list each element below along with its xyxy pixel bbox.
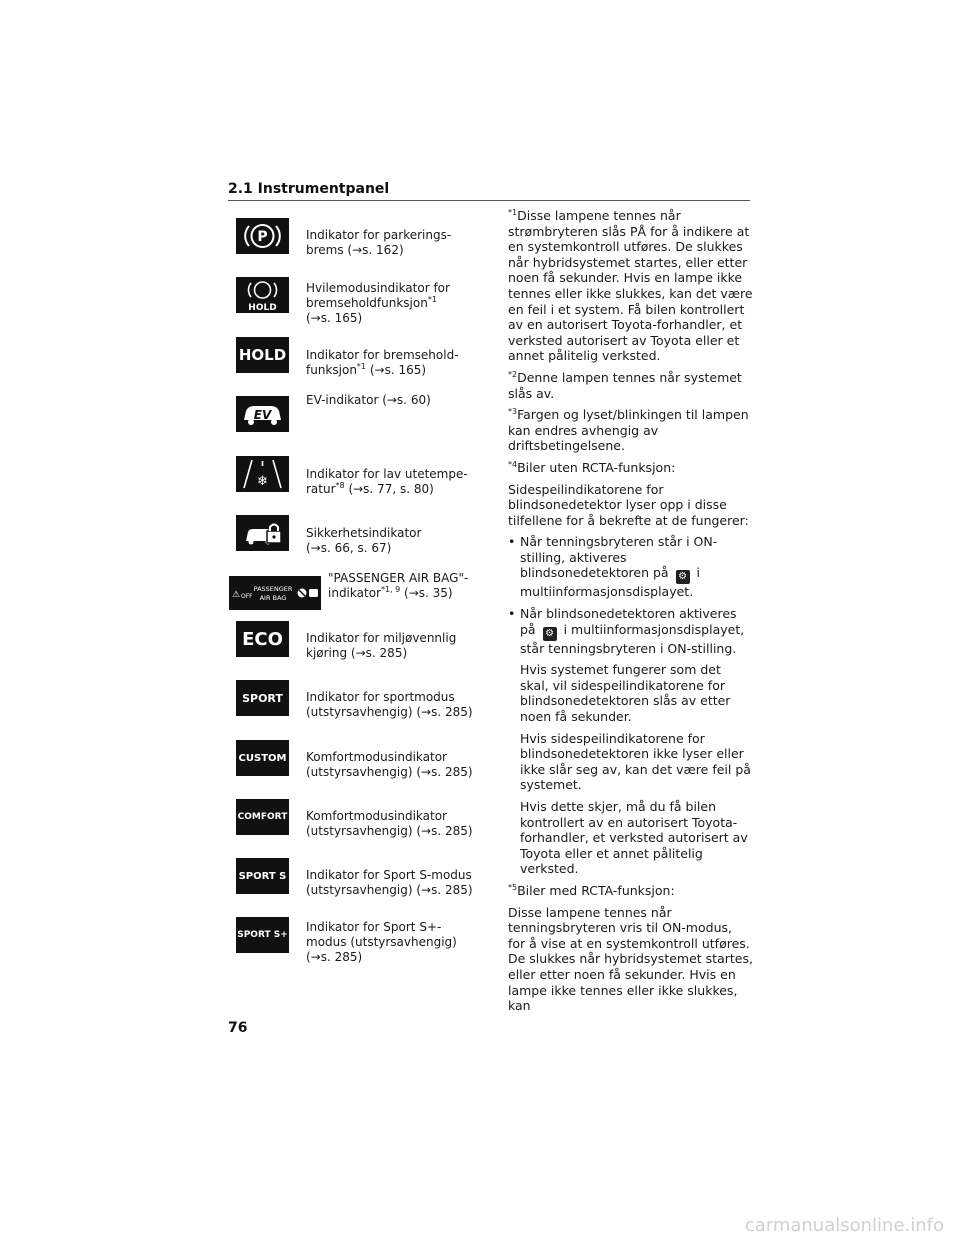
comfort-icon: COMFORT: [236, 799, 289, 835]
brake-hold-standby-icon: [236, 277, 289, 313]
sport-desc: Indikator for sportmodus (utstyrsavhengig) (→s. 285): [306, 690, 473, 719]
passenger-airbag-icon: [229, 576, 321, 610]
footnote-5: $^{*5}$Biler med RCTA-funksjon:: [508, 882, 675, 898]
page-number: 76: [228, 1020, 248, 1036]
svg-text:HOLD: HOLD: [248, 303, 277, 313]
svg-text:❄: ❄: [257, 474, 268, 489]
svg-text:OFF: OFF: [241, 593, 253, 600]
footnote-4: $^{*4}$Biler uten RCTA-funksjon:: [508, 459, 676, 475]
section-header: [228, 178, 750, 201]
bullet-item: • Når tenningsbryteren står i ON-stilling, aktiveres blindsonedetektoren på ⚙ i multiinformasjonsdisplayet.: [508, 534, 718, 600]
brake-hold-standby-desc: Hvilemodusindikator for bremseholdfunksjon$^{*1}$ (→s. 165): [306, 281, 450, 325]
parking-brake-desc: Indikator for parkerings- brems (→s. 162): [306, 228, 452, 257]
security-desc: Sikkerhetsindikator (→s. 66, s. 67): [306, 526, 422, 555]
parking-brake-icon: [236, 218, 289, 254]
ev-icon: [236, 396, 289, 432]
footnote-5-paragraph: Disse lampene tennes når tenningsbryteren vris til ON-modus, for å vise at en systemkontroll utføres. De slukkes når hybridsystemet startes, eller etter noen få sekunder. Hvis en lampe ikke tennes eller ikke slukkes, kan: [508, 904, 753, 1014]
footnote-2: $^{*2}$Denne lampen tennes når systemet slås av.: [508, 369, 742, 401]
bullet-paragraph: Hvis sidespeilindikatorene for blindsonedetektoren ikke lyser eller ikke slår seg av, kan det være feil på systemet.: [520, 730, 751, 793]
sport-s-plus-desc: Indikator for Sport S+- modus (utstyrsavhengig) (→s. 285): [306, 920, 457, 964]
sport-s-icon: SPORT S: [236, 858, 289, 894]
settings-icon: ⚙: [676, 570, 690, 584]
bullet-paragraph: Hvis systemet fungerer som det skal, vil sidespeilindikatorene for blindsonedetektoren slås av etter noen få sekunder.: [520, 662, 731, 725]
footnote-1: $^{*1}$Disse lampene tennes når strømbryteren slås PÅ for å indikere at en systemkontroll utføres. De slukkes når hybridsystemet startes, eller etter noen få sekunder. Hvis en lampe ikke tennes eller ikke slukkes, kan det være en feil i et system. Få bilen kontrollert av en autorisert Toyota-forhandler, et verksted autorisert av Toyota eller et annet pålitelig verksted.: [508, 207, 753, 364]
low-temperature-icon: [236, 456, 289, 492]
security-icon: [236, 515, 289, 551]
brake-hold-icon: HOLD: [236, 337, 289, 373]
footnote-4-paragraph: Sidespeilindikatorene for blindsonedetektor lyser opp i disse tilfellene for å bekrefte at de fungerer:: [508, 481, 749, 528]
comfort-desc: Komfortmodusindikator (utstyrsavhengig) (→s. 285): [306, 809, 473, 838]
bullet-item: • Når blindsonedetektoren aktiveres på ⚙ i multiinformasjonsdisplayet, står tenningsbryteren i ON-stilling.: [508, 606, 745, 656]
svg-text:EV: EV: [253, 408, 272, 422]
ev-desc: EV-indikator (→s. 60): [306, 393, 431, 407]
svg-text:PASSENGER: PASSENGER: [253, 585, 293, 593]
brake-hold-desc: Indikator for bremsehold- funksjon$^{*1}$ (→s. 165): [306, 348, 459, 377]
footnotes-column: [508, 208, 753, 1020]
bullet-paragraph: Hvis dette skjer, må du få bilen kontrollert av en autorisert Toyota-forhandler, et verksted autorisert av Toyota eller et annet pålitelig verksted.: [520, 799, 748, 877]
section-title: 2.1 Instrumentpanel: [228, 181, 390, 197]
passenger-airbag-desc: "PASSENGER AIR BAG"- indikator$^{*1, 9}$ (→s. 35): [328, 571, 469, 600]
svg-text:P: P: [257, 229, 268, 245]
eco-icon: ECO: [236, 621, 289, 657]
svg-text:⚠: ⚠: [232, 590, 241, 600]
watermark: carmanualsonline.info: [744, 1215, 944, 1236]
sport-icon: SPORT: [236, 680, 289, 716]
custom-desc: Komfortmodusindikator (utstyrsavhengig) (→s. 285): [306, 750, 473, 779]
settings-icon: ⚙: [543, 627, 557, 641]
sport-s-desc: Indikator for Sport S-modus (utstyrsavhengig) (→s. 285): [306, 868, 473, 897]
footnote-3: $^{*3}$Fargen og lyset/blinkingen til lampen kan endres avhengig av driftsbetingelsene.: [508, 406, 749, 454]
sport-s-plus-icon: SPORT S+: [236, 917, 289, 953]
svg-text:AIR BAG: AIR BAG: [259, 594, 287, 602]
eco-desc: Indikator for miljøvennlig kjøring (→s. 285): [306, 631, 457, 660]
custom-icon: CUSTOM: [236, 740, 289, 776]
low-temperature-desc: Indikator for lav utetempe- ratur$^{*8}$ (→s. 77, s. 80): [306, 467, 468, 496]
